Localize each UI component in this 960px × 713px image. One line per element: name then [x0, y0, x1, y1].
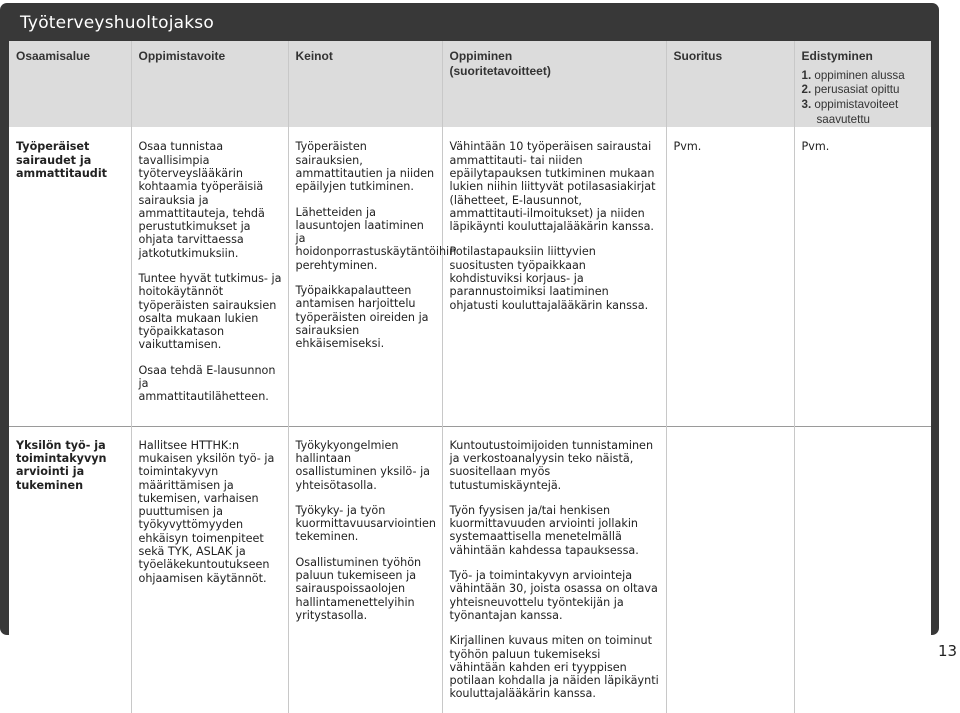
means-paragraph: Työpaikkapalautteen antamisen harjoittelu työperäisten oireiden ja sairauksien ehkäisemiseksi.	[295, 283, 429, 351]
stage-item: 3. oppimistavoiteet	[801, 97, 899, 111]
goal-paragraph: Osaa tunnistaa tavallisimpia työterveyslääkärin kohtaamia työperäisiä sairauksia ja ammattitauteja, tehdä perustutkimukset ja ohjata tarvittaessa jatkotutkimuksiin.	[138, 140, 265, 260]
table-row	[9, 127, 931, 426]
row-learning	[442, 426, 666, 713]
learning-paragraph: Kuntoutustoimijoiden tunnistaminen ja verkostoanalyysin teko näistä, suositellaan myös tutustumiskäyntejä.	[449, 438, 654, 492]
row-means	[288, 127, 457, 426]
goal-paragraph: Hallitsee HTTHK:n mukaisen yksilön työ- ja toimintakyvyn määrittämisen ja tukemisen, varhaisen puuttumisen ja työkyvyttömyyden ehkäisyn toimenpiteet sekä TYK, ASLAK ja työeläkekuntoutukseen ohjaamisen käytännöt.	[138, 438, 275, 585]
header-progress	[794, 41, 931, 127]
goal-paragraph: Osaa tehdä E-lausunnon ja ammattitautilähetteen.	[138, 363, 276, 404]
row-area: Yksilön työ- ja toimintakyvyn arviointi ja tukeminen	[9, 426, 131, 713]
progress-stages	[802, 69, 926, 128]
page-frame	[0, 3, 939, 701]
row-learning	[442, 127, 666, 426]
header-learning	[442, 41, 666, 127]
table-row	[9, 426, 931, 713]
row-progress	[794, 426, 931, 713]
row-performance	[666, 426, 794, 713]
page-title: Työterveyshuoltojakso	[20, 13, 214, 33]
row-means	[288, 426, 442, 713]
header-area: Osaamisalue	[9, 41, 131, 127]
row-goal	[131, 127, 288, 426]
goal-paragraph: Tuntee hyvät tutkimus- ja hoitokäytännöt työperäisten sairauksien osalta mukaan lukien työpaikkatason vaikuttamisen.	[138, 271, 282, 352]
row-goal	[131, 426, 288, 713]
means-paragraph: Työkyky- ja työn kuormittavuusarviointien tekeminen.	[295, 503, 436, 544]
header-row	[9, 41, 931, 127]
stage-item: saavutettu	[816, 112, 870, 126]
means-paragraph: Osallistuminen työhön paluun tukemiseen ja sairauspoissaolojen hallintamenettelyihin yritystasolla.	[295, 555, 422, 622]
learning-paragraph: Vähintään 10 työperäisen sairaustai ammattitauti- tai niiden epäilytapauksen tutkiminen mukaan lukien niihin liittyvät potilasasiakirjat (lähetteet, E-lausunnot, ammattitauti-ilmoitukset) ja niiden läpikäynti kouluttajalääkärin kanssa.	[449, 140, 656, 234]
page-number: 13	[938, 642, 958, 660]
row-progress: Pvm.	[794, 127, 931, 426]
row-performance: Pvm.	[666, 127, 794, 426]
stage-item: 2. perusasiat opittu	[801, 83, 900, 97]
header-goal: Oppimistavoite	[131, 41, 288, 127]
row-area: Työperäiset sairaudet ja ammattitaudit	[16, 140, 107, 180]
means-paragraph: Työkykyongelmien hallintaan osallistuminen yksilö- ja yhteisötasolla.	[295, 438, 431, 492]
means-paragraph: Työperäisten sairauksien, ammattitautien ja niiden epäilyjen tutkiminen.	[295, 140, 435, 194]
learning-paragraph: Työ- ja toimintakyvyn arviointeja vähintään 30, joista osassa on oltava yhteisneuvottelu työntekijän ja työnantajan kanssa.	[449, 569, 658, 622]
table-panel	[9, 41, 931, 701]
means-paragraph: Lähetteiden ja lausuntojen laatiminen ja hoidonporrastuskäytäntöihin perehtyminen.	[295, 205, 457, 272]
training-table	[9, 41, 931, 713]
header-means: Keinot	[288, 41, 442, 127]
learning-paragraph: Työn fyysisen ja/tai henkisen kuormittavuuden arviointi jollakin systemaattisella menetelmällä vähintään kahdessa tapauksessa.	[449, 503, 639, 557]
header-progress-label: Edistyminen	[801, 49, 873, 63]
header-learning-label: Oppiminen (suoritetavoitteet)	[449, 49, 551, 78]
learning-paragraph: Potilastapauksiin liittyvien suositusten työpaikkaan kohdistuviksi korjaus- ja parannustoimiksi laatiminen ohjatusti kouluttajalääkärin kanssa.	[449, 245, 649, 312]
learning-paragraph: Kirjallinen kuvaus miten on toiminut työhön paluun tukemiseksi vähintään kahden eri tyyppisen potilaan kohdalla ja näiden läpikäynti kouluttajalääkärin kanssa.	[449, 634, 659, 701]
stage-item: 1. oppiminen alussa	[801, 68, 905, 82]
header-performance: Suoritus	[666, 41, 794, 127]
